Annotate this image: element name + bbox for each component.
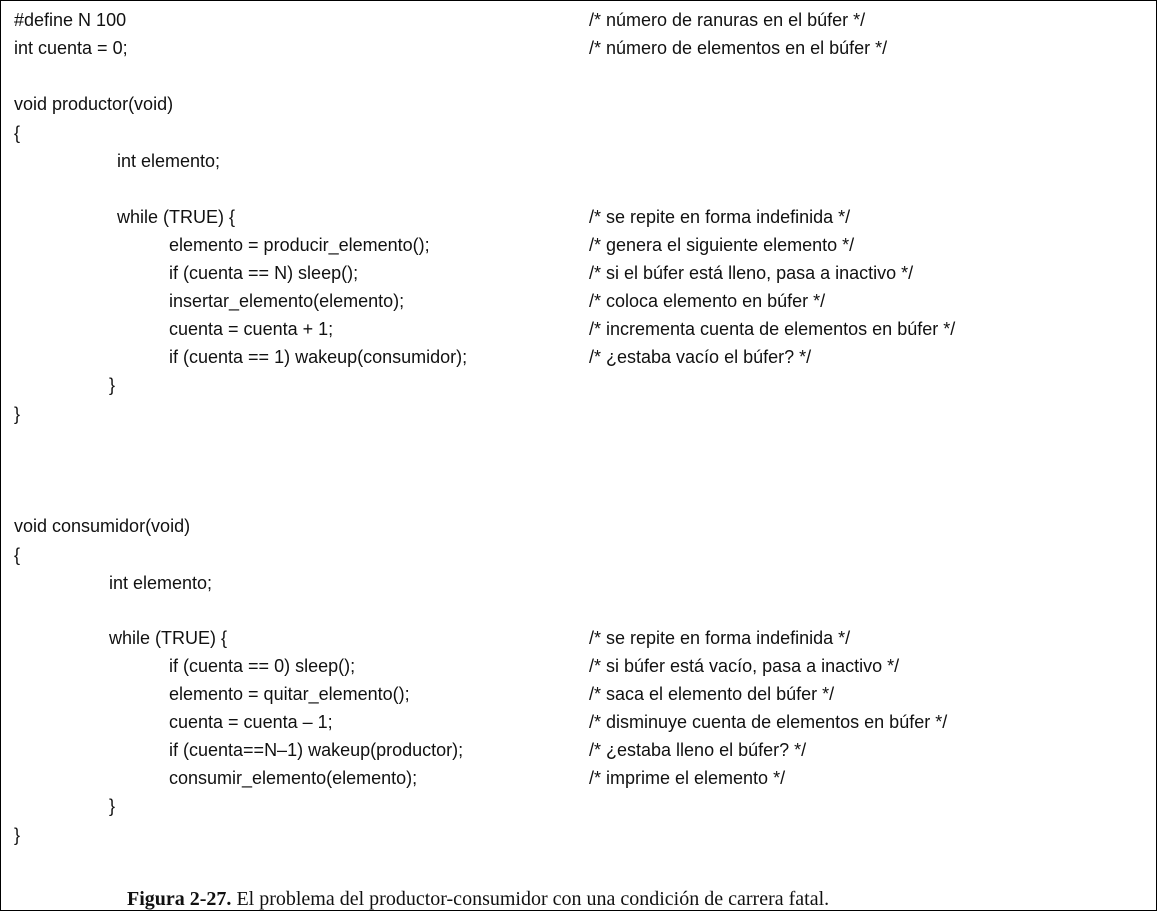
producer-signature: void productor(void) [14,94,174,114]
producer-elem-decl: int elemento; [117,151,221,171]
count-increment-comment: /* incrementa cuenta de elementos en búfer */ [589,319,956,339]
figure-caption [127,885,829,913]
consumer-signature: void consumidor(void) [14,516,191,536]
producer-close-brace: } [14,404,21,424]
define-comment: /* número de ranuras en el búfer */ [589,10,866,30]
count-decrement-line: cuenta = cuenta – 1; [169,712,333,732]
wakeup-producer-comment: /* ¿estaba lleno el búfer? */ [589,740,807,760]
consume-item-comment: /* imprime el elemento */ [589,768,786,788]
figure-caption-text: El problema del productor-consumidor con una condición de carrera fatal. [231,888,830,910]
consumer-close-brace: } [14,825,21,845]
producer-while-line: while (TRUE) { [117,207,236,227]
consumer-open-brace: { [14,545,21,565]
insert-item-line: insertar_elemento(elemento); [169,291,405,311]
remove-item-comment: /* saca el elemento del búfer */ [589,684,835,704]
wakeup-consumer-line: if (cuenta == 1) wakeup(consumidor); [169,347,468,367]
consumer-while-close: } [109,796,116,816]
count-decrement-comment: /* disminuye cuenta de elementos en búfer */ [589,712,948,732]
consumer-elem-decl: int elemento; [109,573,213,593]
count-decl-comment: /* número de elementos en el búfer */ [589,38,888,58]
count-decl-line: int cuenta = 0; [14,38,128,58]
producer-while-comment: /* se repite en forma indefinida */ [589,207,851,227]
wakeup-consumer-comment: /* ¿estaba vacío el búfer? */ [589,347,812,367]
insert-item-comment: /* coloca elemento en búfer */ [589,291,826,311]
produce-item-comment: /* genera el siguiente elemento */ [589,235,855,255]
remove-item-line: elemento = quitar_elemento(); [169,684,410,704]
consumer-while-line: while (TRUE) { [109,628,228,648]
consumer-sleep-comment: /* si búfer está vacío, pasa a inactivo */ [589,656,900,676]
define-line: #define N 100 [14,10,127,30]
producer-while-close: } [109,375,116,395]
consumer-sleep-line: if (cuenta == 0) sleep(); [169,656,356,676]
consume-item-line: consumir_elemento(elemento); [169,768,418,788]
count-increment-line: cuenta = cuenta + 1; [169,319,334,339]
produce-item-line: elemento = producir_elemento(); [169,235,430,255]
figure-caption-label: Figura 2-27. [127,888,232,910]
producer-sleep-comment: /* si el búfer está lleno, pasa a inactivo */ [589,263,914,283]
producer-open-brace: { [14,123,21,143]
producer-sleep-line: if (cuenta == N) sleep(); [169,263,359,283]
consumer-while-comment: /* se repite en forma indefinida */ [589,628,851,648]
wakeup-producer-line: if (cuenta==N–1) wakeup(productor); [169,740,464,760]
